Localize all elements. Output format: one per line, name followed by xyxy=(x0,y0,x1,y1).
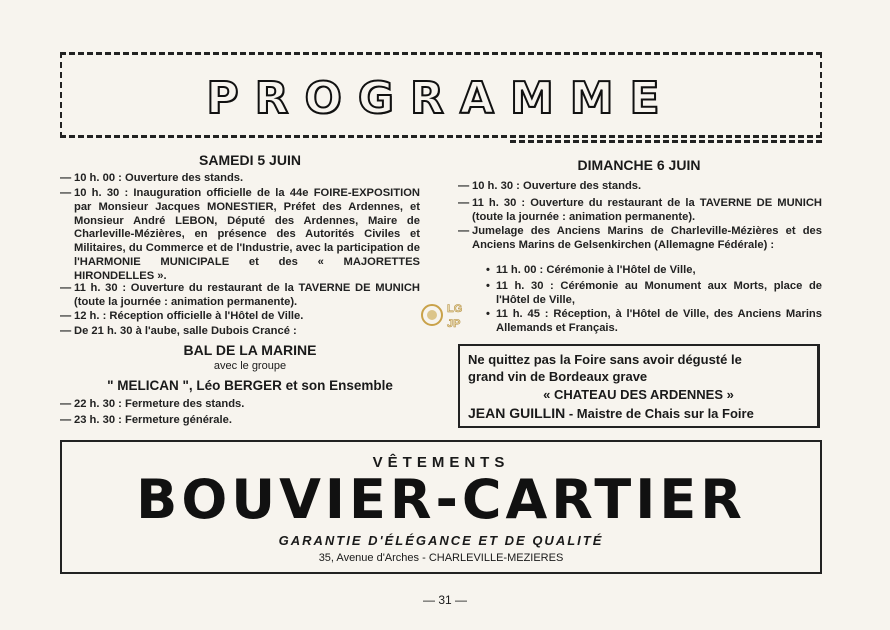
svg-text:JP: JP xyxy=(447,318,461,330)
sunday-divider xyxy=(510,140,822,143)
saturday-item: — 10 h. 00 : Ouverture des stands. xyxy=(60,172,244,184)
ad-brand: BOUVIER-CARTIER xyxy=(136,468,746,531)
wine-maker-role: - Maistre de Chais sur la Foire xyxy=(568,406,754,421)
saturday-item: — 12 h. : Réception officielle à l'Hôtel de Ville. xyxy=(60,310,304,322)
ball-with: avec le groupe xyxy=(213,360,287,372)
wine-line-1: Ne quittez pas la Foire sans avoir dégusté le xyxy=(468,352,742,367)
ad-category: VÊTEMENTS xyxy=(372,454,510,471)
programme-title: PROGRAMME xyxy=(206,73,676,124)
ball-title: BAL DE LA MARINE xyxy=(183,342,317,358)
sunday-bullet: • 11 h. 00 : Cérémonie à l'Hôtel de Ville, xyxy=(486,264,696,276)
page-number: — 31 — xyxy=(422,593,467,607)
wine-line-2: grand vin de Bordeaux grave xyxy=(468,369,648,384)
saturday-item: — 22 h. 30 : Fermeture des stands. xyxy=(60,398,245,410)
svg-text:LG: LG xyxy=(447,303,463,315)
sunday-bullet: • 11 h. 45 : Réception, à l'Hôtel de Ville, des Anciens Marins Allemands et Français. xyxy=(486,308,822,334)
clothing-advert xyxy=(60,440,822,574)
sunday-item: — 11 h. 30 : Ouverture du restaurant de la TAVERNE DE MUNICH (toute la journée : animation permanente). xyxy=(458,197,822,223)
ball-band: " MELICAN ", Léo BERGER et son Ensemble xyxy=(107,378,393,393)
ad-address: 35, Avenue d'Arches - CHARLEVILLE-MEZIERES xyxy=(318,552,564,564)
saturday-item: — De 21 h. 30 à l'aube, salle Dubois Crancé : xyxy=(60,325,297,337)
sunday-item: — Jumelage des Anciens Marins de Charleville-Mézières et des Anciens Marins de Gelsenkirchen (Allemagne Fédérale) : xyxy=(458,225,822,251)
sunday-title: DIMANCHE 6 JUIN xyxy=(577,157,701,173)
sunday-bullet: • 11 h. 30 : Cérémonie au Monument aux Morts, place de l'Hôtel de Ville, xyxy=(486,280,822,306)
programme-banner xyxy=(60,52,822,138)
saturday-item: — 11 h. 30 : Ouverture du restaurant de la TAVERNE DE MUNICH (toute la journée : animation permanente). xyxy=(60,282,420,308)
saturday-item: — 23 h. 30 : Fermeture générale. xyxy=(60,414,232,426)
lgjp-logo xyxy=(420,296,466,334)
wine-line-4 xyxy=(468,405,754,421)
ad-slogan: GARANTIE D'ÉLÉGANCE ET DE QUALITÉ xyxy=(278,533,604,548)
saturday-title: SAMEDI 5 JUIN xyxy=(199,152,301,168)
wine-maker-name: JEAN GUILLIN xyxy=(468,405,566,421)
sunday-item: — 10 h. 30 : Ouverture des stands. xyxy=(458,180,642,192)
wine-advert xyxy=(458,344,820,428)
saturday-item: — 10 h. 30 : Inauguration officielle de la 44e FOIRE-EXPOSITION par Monsieur Jacques MONESTIER, Préfet des Ardennes, et Monsieur André LEBON, Député des Ardennes, Maire de Charleville-Mézières, en présence des Autorités Civiles et Militaires, du Commerce et de l'Industrie, avec la participation de l'HARMONIE MUNICIPALE et des « MAJORETTES HIRONDELLES ». xyxy=(60,187,420,282)
wine-chateau: « CHATEAU DES ARDENNES » xyxy=(543,387,734,402)
